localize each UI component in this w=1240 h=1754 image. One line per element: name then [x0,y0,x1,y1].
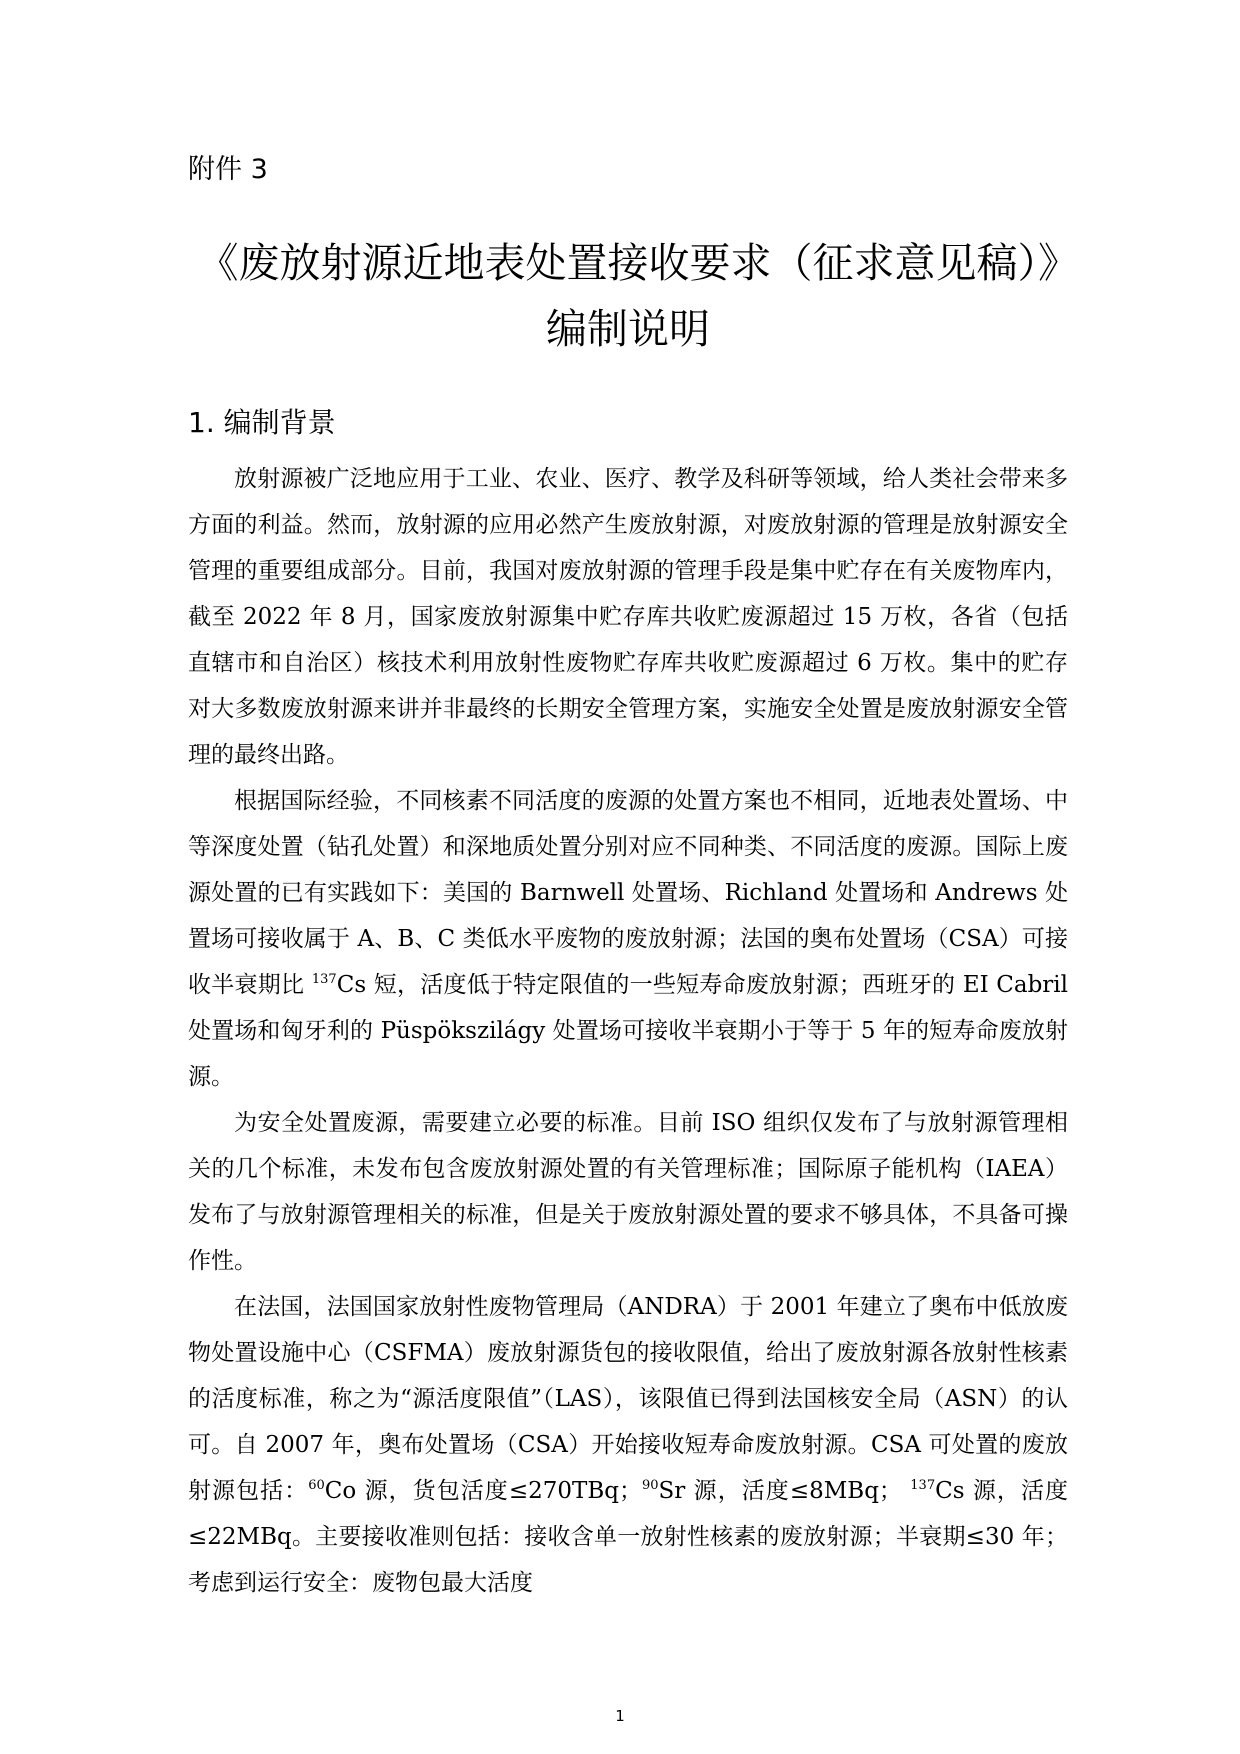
page-number: 1 [615,1707,625,1725]
isotope-mass-number: 137 [910,1478,936,1493]
paragraph-3: 为安全处置废源，需要建立必要的标准。目前 ISO 组织仅发布了与放射源管理相关的几个标准，未发布包含废放射源处置的有关管理标准；国际原子能机构（IAEA）发布了与放射源管理相关的标准，但是关于废放射源处置的要求不够具体，不具备可操作性。 [188,1110,1068,1274]
paragraph-4 [188,1284,1068,1606]
isotope-mass-number: 90 [642,1478,659,1493]
paragraph-4-text-b: Co 源，货包活度≤270TBq； [324,1478,642,1504]
attachment-label: 附件 3 [188,154,268,185]
paragraph-2-text-b: Cs 短，活度低于特定限值的一些短寿命废放射源；西班牙的 EI Cabril 处置场和匈牙利的 Püspökszilágy 处置场可接收半衰期小于等于 5 年的短寿命废放射源。 [188,972,1069,1090]
paragraph-4-text-d: Cs 源，活度≤22MBq。主要接收准则包括：接收含单一放射性核素的废放射源；半衰期≤30 年；考虑到运行安全：废物包最大活度 [188,1478,1069,1596]
isotope-mass-number: 60 [308,1478,325,1493]
document-title: 《废放射源近地表处置接收要求（征求意见稿）》编制说明 [197,239,1059,353]
paragraph-1: 放射源被广泛地应用于工业、农业、医疗、教学及科研等领域，给人类社会带来多方面的利益。然而，放射源的应用必然产生废放射源，对废放射源的管理是放射源安全管理的重要组成部分。目前，我国对废放射源的管理手段是集中贮存在有关废物库内，截至 2022 年 8 月，国家废放射源集中贮存库共收贮废源超过 15 万枚，各省（包括直辖市和自治区）核技术利用放射性废物贮存库共收贮废源超过 6 万枚。集中的贮存对大多数废放射源来讲并非最终的长期安全管理方案，实施安全处置是废放射源安全管理的最终出路。 [188,466,1068,768]
body-text [188,456,1068,1606]
isotope-mass-number: 137 [311,972,337,987]
paragraph-4-text-a: 在法国，法国国家放射性废物管理局（ANDRA）于 2001 年建立了奥布中低放废物处置设施中心（CSFMA）废放射源货包的接收限值，给出了废放射源各放射性核素的活度标准，称之为“源活度限值”（LAS），该限值已得到法国核安全局（ASN）的认可。自 2007 年，奥布处置场（CSA）开始接收短寿命废放射源。CSA 可处置的废放射源包括： [188,1294,1068,1504]
paragraph-2 [188,778,1068,1100]
section-heading: 1. 编制背景 [188,406,336,439]
paragraph-4-text-c: Sr 源，活度≤8MBq； [658,1478,911,1504]
paragraph-2-text-a: 根据国际经验，不同核素不同活度的废源的处置方案也不相同，近地表处置场、中等深度处置（钻孔处置）和深地质处置分别对应不同种类、不同活度的废源。国际上废源处置的已有实践如下：美国的 Barnwell 处置场、Richland 处置场和 Andrews 处置场可接收属于 A、B、C 类低水平废物的废放射源；法国的奥布处置场（CSA）可接收半衰期比 [188,788,1068,998]
